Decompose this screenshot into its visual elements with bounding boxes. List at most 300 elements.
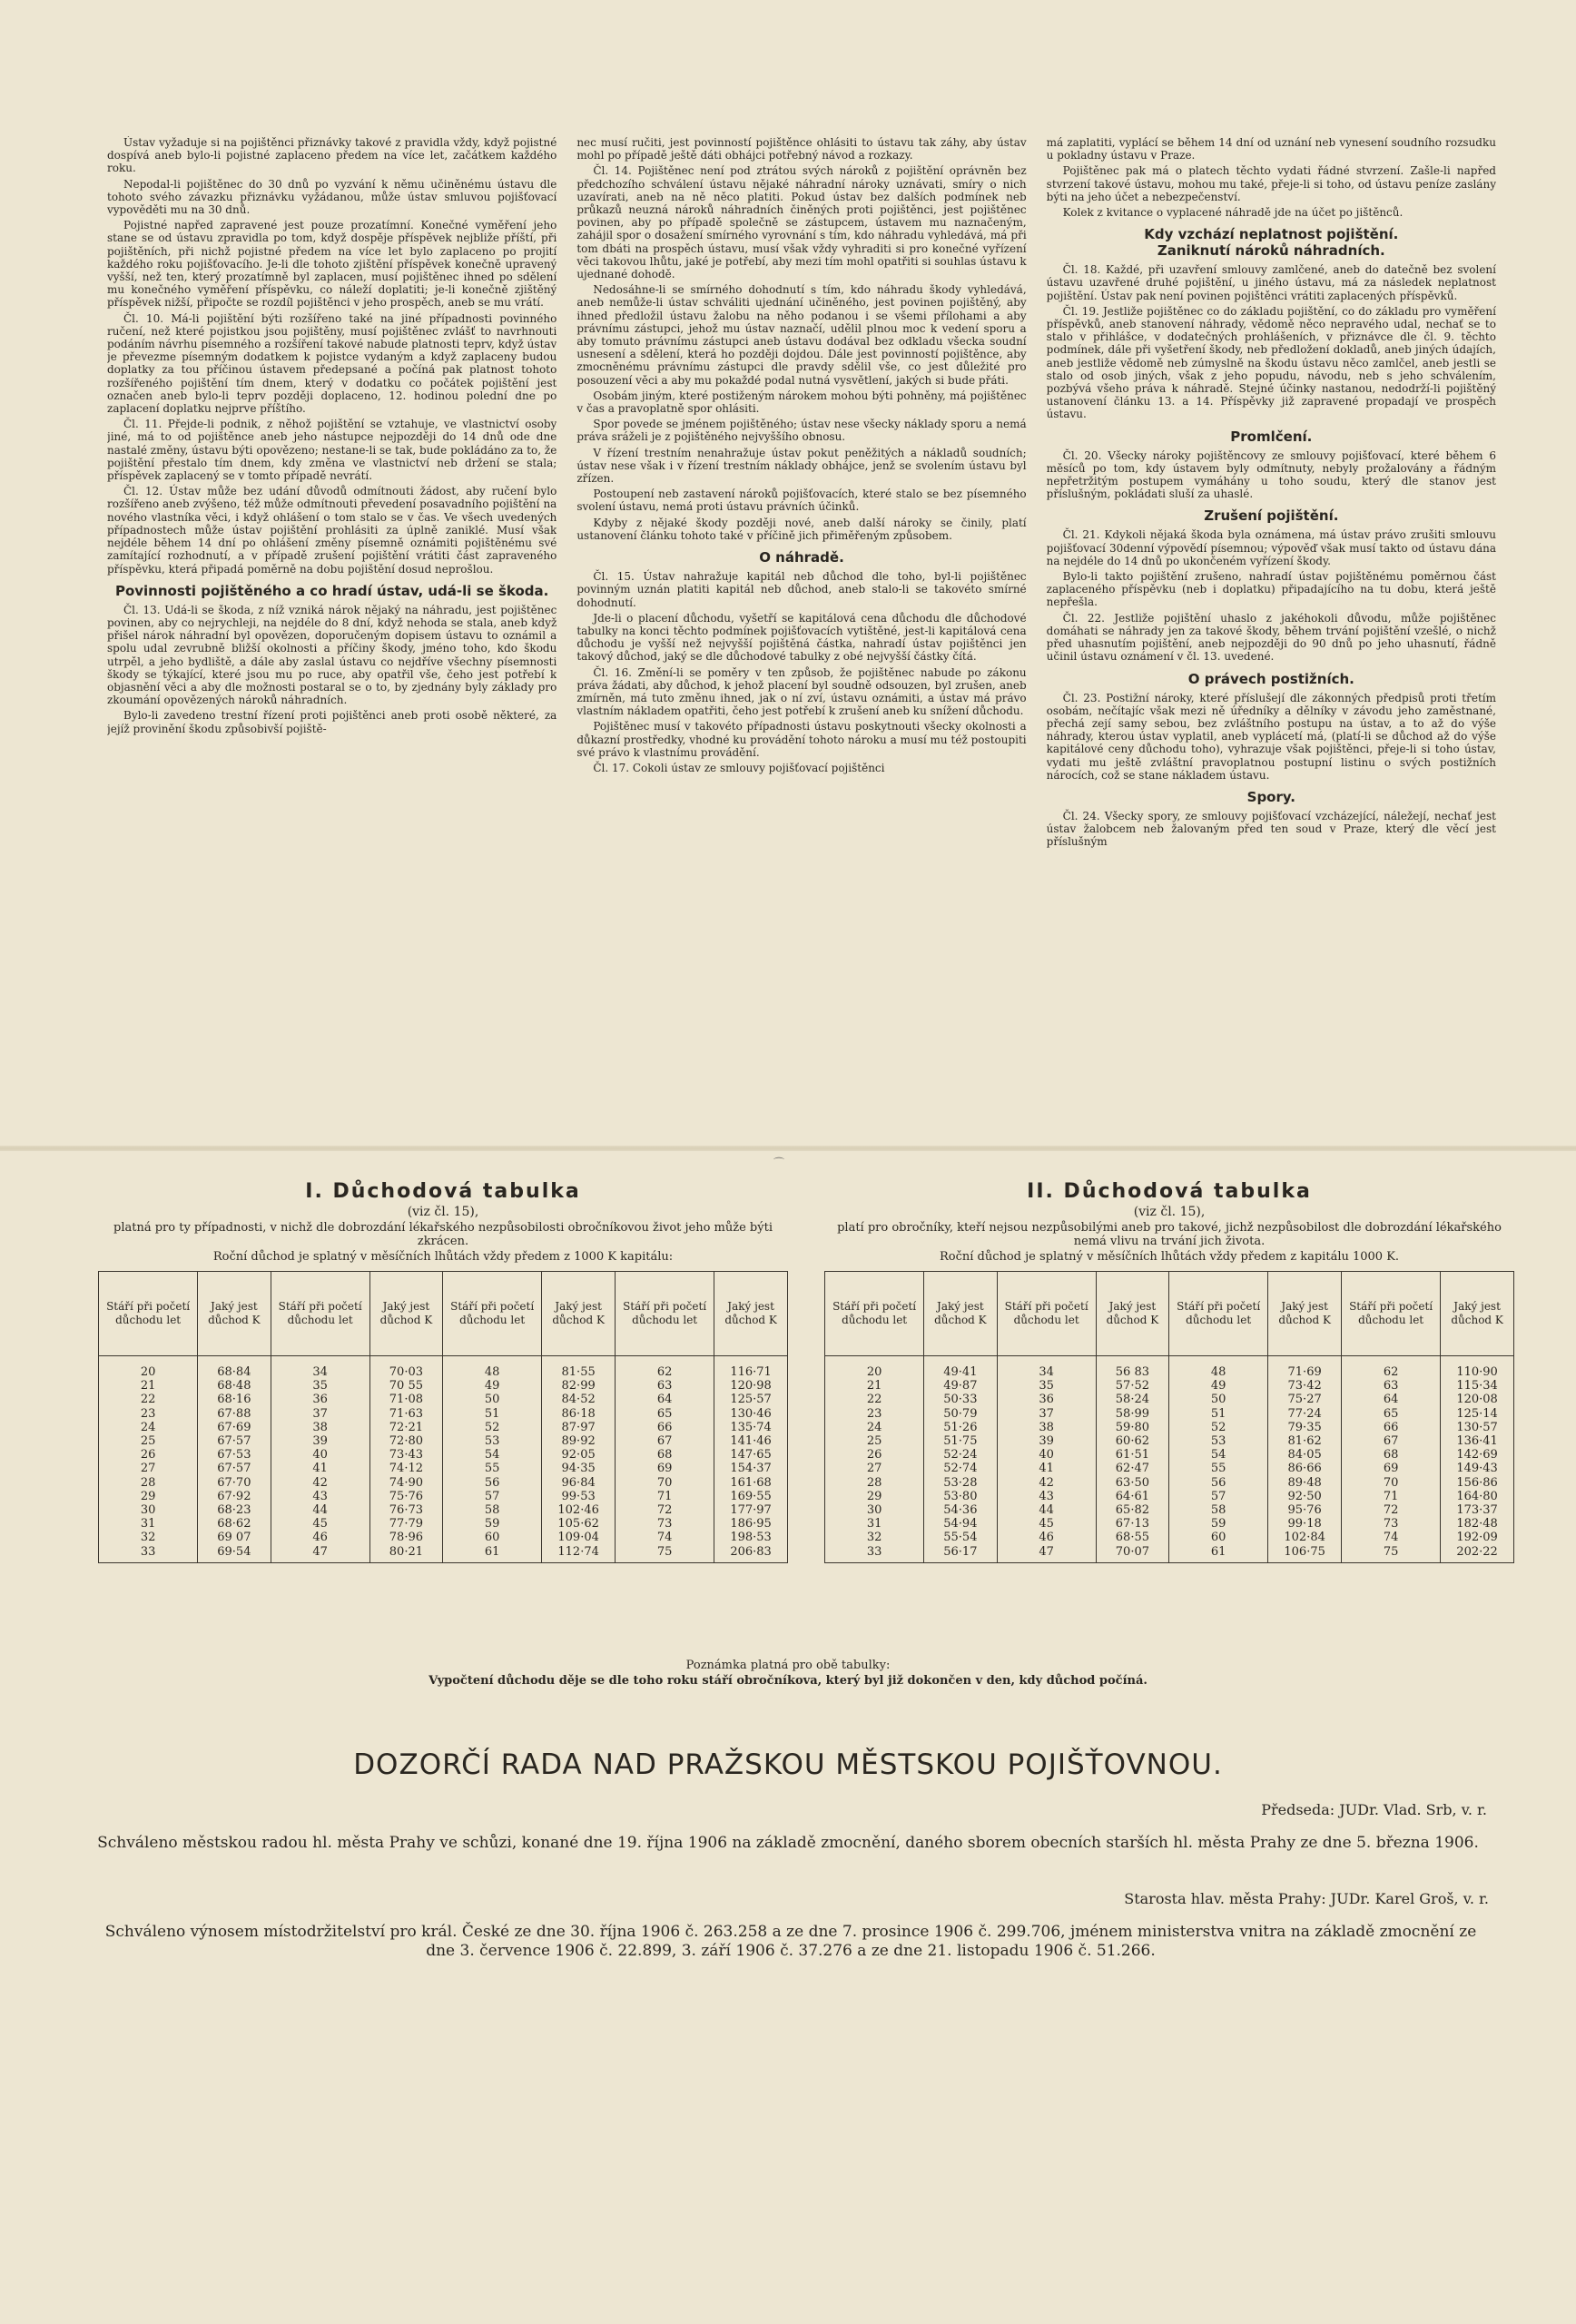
table-cell: 57 — [443, 1490, 542, 1503]
table-cell: 71·08 — [369, 1393, 442, 1406]
table-cell: 71 — [616, 1490, 714, 1503]
table-cell: 81·55 — [542, 1356, 616, 1380]
table-cell: 52 — [1169, 1421, 1268, 1434]
table-cell: 60·62 — [1096, 1434, 1168, 1448]
table-cell: 46 — [997, 1531, 1096, 1544]
table-cell: 86·66 — [1268, 1462, 1342, 1475]
table-cell: 36 — [997, 1393, 1096, 1406]
table-cell: 50·33 — [924, 1393, 997, 1406]
table-cell: 67 — [616, 1434, 714, 1448]
table-cell: 63 — [616, 1379, 714, 1393]
table-cell: 68·16 — [198, 1393, 271, 1406]
table-row — [99, 1393, 788, 1406]
table-cell: 130·46 — [714, 1407, 788, 1421]
column-header: Stáří při početí důchodu let — [616, 1272, 714, 1356]
table-cell: 67·70 — [198, 1476, 271, 1490]
table-row — [825, 1448, 1514, 1462]
table-reference: (viz čl. 15), — [1133, 1205, 1206, 1219]
table-cell: 59 — [443, 1517, 542, 1531]
table-cell: 51·75 — [924, 1434, 997, 1448]
table-row — [99, 1545, 788, 1563]
table-cell: 24 — [825, 1421, 924, 1434]
table-cell: 73·42 — [1268, 1379, 1342, 1393]
table-cell: 20 — [825, 1356, 924, 1380]
table-row — [825, 1503, 1514, 1517]
article-19: Čl. 19. Jestliže pojištěnec co do základu pojištění, co do základu pro vyměření příspěvků, aneb stanovení náhrady, vědomě něco nepravého udal, nechať se to stalo v přihlášce, v dodatečných prohlášeních, v přiznávce dle čl. 9. těchto podmínek, dále při vyšetření škody, neb předložení dokladů, aneb jiných údajích, aneb jestliže vědomě neb zúmyslně na škodu ústavu něco zamlčel, aneb jestli se stalo od osob jiných, však z jeho popudu, návodu, neb s jeho schválením, pozbývá všeho práva k náhradě. Stejné účinky nastanou, nedodrží-li pojištěný ustanovení článku 13. a 14. Příspěvky již zapravené propadají ve prospěch ústavu. — [1046, 304, 1496, 421]
table-cell: 202·22 — [1441, 1545, 1514, 1563]
paragraph: Nepodal-li pojištěnec do 30 dnů po vyzvání k němu učiněnému ústavu dle tohoto svého závazku přiznávku vyžádanou, může ústav smluvou pojišťovací vypověděti mu na 30 dnů. — [107, 177, 557, 217]
table-cell: 69 07 — [198, 1531, 271, 1544]
section-heading: O právech postižních. — [1187, 670, 1354, 687]
table-cell: 67·13 — [1096, 1517, 1168, 1531]
table-cell: 40 — [271, 1448, 369, 1462]
paragraph: Bylo-li zavedeno trestní řízení proti pojištěnci aneb proti osobě některé, za jejíž provinění škodu způsobivší pojiště- — [107, 709, 557, 735]
table-row — [825, 1407, 1514, 1421]
table-cell: 70·07 — [1096, 1545, 1168, 1563]
paragraph: Postoupení neb zastavení nároků pojišťovacích, které stalo se bez písemného svolení ústavu, nemá proti ústavu právních účinků. — [576, 487, 1027, 514]
section-heading: Spory. — [1246, 788, 1295, 805]
data-table — [824, 1271, 1514, 1563]
table-cell: 43 — [997, 1490, 1096, 1503]
table-cell: 34 — [271, 1356, 369, 1380]
table-cell: 67·88 — [198, 1407, 271, 1421]
table-cell: 48 — [1169, 1356, 1268, 1380]
tables-note — [272, 1658, 1304, 1689]
article-23: Čl. 23. Postižní nároky, které příslušejí dle zákonných předpisů proti třetím osobám, nečítajíc však mezi ně úředníky a dělníky v závodu jeho zaměstnané, přechá zejí samy sebou, bez zvláštního postupu na ústav, a to až do výše náhrady, kterou ústav vyplatil, aneb vyplácetí má, (platí-li se důchod až do výše kapitálové ceny důchodu toho), vyhrazuje však pojištěnci, přeje-li si toho ústav, vydati mu ještě zvláštní pravoplatnou postupní listinu o svých postižních nárocích, což se stane nákladem ústavu. — [1046, 691, 1496, 782]
table-cell: 75·27 — [1268, 1393, 1342, 1406]
section-heading: Povinnosti pojištěného a co hradí ústav, udá-li se škoda. — [114, 582, 549, 599]
table-cell: 120·08 — [1441, 1393, 1514, 1406]
table-cell: 49 — [1169, 1379, 1268, 1393]
table-row — [825, 1421, 1514, 1434]
table-cell: 78·96 — [369, 1531, 442, 1544]
table-cell: 67·92 — [198, 1490, 271, 1503]
table-rate-note: Roční důchod je splatný v měsíčních lhůtách vždy předem z kapitálu 1000 K. — [939, 1250, 1400, 1264]
column-header: Jaký jest důchod K — [1096, 1272, 1168, 1356]
table-cell: 47 — [997, 1545, 1096, 1563]
table-cell: 62 — [1342, 1356, 1441, 1380]
table-cell: 37 — [271, 1407, 369, 1421]
table-cell: 34 — [997, 1356, 1096, 1380]
table-cell: 69·54 — [198, 1545, 271, 1563]
column-header: Jaký jest důchod K — [369, 1272, 442, 1356]
column-header: Jaký jest důchod K — [198, 1272, 271, 1356]
section-heading — [1047, 226, 1496, 259]
table-cell: 75 — [1342, 1545, 1441, 1563]
paragraph: Kdyby z nějaké škody později nové, aneb další nároky se činily, platí ustanovení článku tohoto také v příčině jich přiměřeným způsobem. — [576, 516, 1027, 542]
paragraph: Kolek z kvitance o vyplacené náhradě jde na účet po jištěnců. — [1062, 206, 1404, 220]
table-cell: 142·69 — [1441, 1448, 1514, 1462]
table-cell: 116·71 — [714, 1356, 788, 1380]
table-cell: 39 — [997, 1434, 1096, 1448]
table-cell: 39 — [271, 1434, 369, 1448]
table-cell: 61·51 — [1096, 1448, 1168, 1462]
article-13: Čl. 13. Udá-li se škoda, z níž vzniká nárok nějaký na náhradu, jest pojištěnec povinen, aby co nejrychleji, na nejdéle do 8 dní, když nehoda se stala, aneb když přišel nárok náhradní byl opovězen, doporučeným dopisem ústavu to oznámil a spolu udal zevrubně bližší okolnosti a příčiny škody, jméno toho, kdo škodu utrpěl, a jeho bydliště, a dále aby zaslal ústavu co nejdříve všechny písemnosti škody se týkající, které jsou mu po ruce, aby opatřil vše, čeho jest potřebí k objasnění věci a aby dle možnosti postaral se o to, by zjednány byly základy pro zkoumání opovězených nároků náhradních. — [107, 603, 557, 707]
paragraph: Spor povede se jménem pojištěného; ústav nese všecky náklady sporu a nemá práva sráželi je z pojištěného nejvyššího obnosu. — [576, 418, 1027, 444]
table-cell: 53·28 — [924, 1476, 997, 1490]
table-cell: 74 — [1342, 1531, 1441, 1544]
table-cell: 81·62 — [1268, 1434, 1342, 1448]
table-cell: 73 — [1342, 1517, 1441, 1531]
table-cell: 48 — [443, 1356, 542, 1380]
table-cell: 44 — [271, 1503, 369, 1517]
table-row — [825, 1434, 1514, 1448]
table-cell: 70 — [616, 1476, 714, 1490]
table-cell: 30 — [825, 1503, 924, 1517]
table-cell: 136·41 — [1441, 1434, 1514, 1448]
table-cell: 54 — [443, 1448, 542, 1462]
table-cell: 92·50 — [1268, 1490, 1342, 1503]
heading-line: Kdy vzchází neplatnost pojištění. — [1144, 226, 1399, 243]
table-cell: 45 — [271, 1517, 369, 1531]
column-header: Jaký jest důchod K — [924, 1272, 997, 1356]
article-14: Čl. 14. Pojištěnec není pod ztrátou svých nároků z pojištění oprávněn bez předchozího schválení ústavu nějaké náhradní nároky uznávati, smíry o nich uzavírati, aneb na ně něco platiti. Pokud ústav bez dalších podmínek neb průkazů neuzná nároků náhradních činěných proti pojištěnci, jest pojištěnec povinen, aby po případě společně se zástupcem, ústavem mu naznačeným, zahájil spor o dosažení smírného vyrovnání s tím, kdo náhradu vyhledává, má při tom dbáti na prospěch ústavu, musí však vždy vyhraditi si pro konečné vyřízení věci takovou lhůtu, jaké je potřebí, aby mezi tím mohl opatřiti si souhlas ústavu k ujednané dohodě. — [576, 164, 1027, 281]
article-20: Čl. 20. Všecky nároky pojištěncovy ze smlouvy pojišťovací, které během 6 měsíců po tom, kdy ústavem byly odmítnuty, nebyly prožalovány a řádným nepřetržitým postupem vymáhány u toho soudu, který dle stanov jest příslušným, pokládati sluší za uhaslé. — [1046, 448, 1496, 501]
table-cell: 31 — [99, 1517, 198, 1531]
table-cell: 72·21 — [369, 1421, 442, 1434]
table-cell: 26 — [825, 1448, 924, 1462]
table-cell: 49·87 — [924, 1379, 997, 1393]
table-cell: 169·55 — [714, 1490, 788, 1503]
table-row — [99, 1448, 788, 1462]
table-cell: 135·74 — [714, 1421, 788, 1434]
column-header: Stáří při početí důchodu let — [997, 1272, 1096, 1356]
table-cell: 70·03 — [369, 1356, 442, 1380]
data-table — [98, 1271, 788, 1563]
table-cell: 31 — [825, 1517, 924, 1531]
table-cell: 25 — [825, 1434, 924, 1448]
paragraph: má zaplatiti, vyplácí se během 14 dní od uznání neb vynesení soudního rozsudku u pokladny ústavu v Praze. — [1046, 136, 1496, 162]
table-cell: 82·99 — [542, 1379, 616, 1393]
table-cell: 53·80 — [924, 1490, 997, 1503]
column-header: Jaký jest důchod K — [542, 1272, 616, 1356]
table-cell: 73 — [616, 1517, 714, 1531]
table-cell: 52 — [443, 1421, 542, 1434]
table-cell: 24 — [99, 1421, 198, 1434]
table-cell: 53 — [443, 1434, 542, 1448]
table-cell: 110·90 — [1441, 1356, 1514, 1380]
table-cell: 58·24 — [1096, 1393, 1168, 1406]
article-10: Čl. 10. Má-li pojištění býti rozšířeno také na jiné případnosti povinného ručení, než které pojistkou jsou pojištěny, musí pojištěnec zvlášť to navrhnouti podáním návrhu písemného a rozšíření takové nabude platnosti teprv, když ústav je převezme písemným dodatkem k pojistce vydaným a když zaplaceny budou doplatky za tou příčinou ústavem předepsané a počíná pak platnost tohoto rozšířeného pojištění tím dnem, který v dodatku co počátek pojištění jest označen aneb bylo-li teprv později doplaceno, 12. hodinou polední dne po zaplacení doplatku nejprve příštího. — [107, 311, 557, 416]
table-row — [825, 1356, 1514, 1380]
table-cell: 125·14 — [1441, 1407, 1514, 1421]
paper-fold — [0, 1146, 1576, 1151]
table-row — [99, 1434, 788, 1448]
table-row — [99, 1407, 788, 1421]
table-row — [825, 1517, 1514, 1531]
table-cell: 32 — [825, 1531, 924, 1544]
table-cell: 65·82 — [1096, 1503, 1168, 1517]
table-cell: 68·62 — [198, 1517, 271, 1531]
mayor-signature: Starosta hlav. města Prahy: JUDr. Karel Groš, v. r. — [1124, 1890, 1489, 1907]
table-cell: 59·80 — [1096, 1421, 1168, 1434]
article-22: Čl. 22. Jestliže pojištění uhaslo z jakéhokoli důvodu, může pojištěnec domáhati se náhrady jen za takové škody, během trvání pojištění vzešlé, o nichž před uhasnutím pojištění, aneb nejpozději do 90 dnů po jeho uhasnutí, řádně učinil ústavu oznámení v čl. 13. uvedené. — [1046, 611, 1496, 664]
table-cell: 141·46 — [714, 1434, 788, 1448]
table-cell: 67 — [1342, 1434, 1441, 1448]
article-18: Čl. 18. Každé, při uzavření smlouvy zamlčené, aneb do datečně bez svolení ústavu uzavřené druhé pojištění, u jiného ústavu, má za následek neplatnost pojištění. Ústav pak není povinen pojištěnci vrátiti zaplacených příspěvků. — [1046, 263, 1496, 302]
table-cell: 68 — [616, 1448, 714, 1462]
table-cell: 84·05 — [1268, 1448, 1342, 1462]
column-header: Stáří při početí důchodu let — [271, 1272, 369, 1356]
board-title: DOZORČÍ RADA NAD PRAŽSKOU MĚSTSKOU POJIŠŤOVNOU. — [353, 1748, 1223, 1781]
table-cell: 120·98 — [714, 1379, 788, 1393]
table-cell: 64 — [1342, 1393, 1441, 1406]
table-cell: 94·35 — [542, 1462, 616, 1475]
table-cell: 130·57 — [1441, 1421, 1514, 1434]
table-cell: 147·65 — [714, 1448, 788, 1462]
table-cell: 60 — [1169, 1531, 1268, 1544]
column-header: Stáří při početí důchodu let — [825, 1272, 924, 1356]
table-cell: 74·12 — [369, 1462, 442, 1475]
table-row — [99, 1421, 788, 1434]
column-header: Stáří při početí důchodu let — [443, 1272, 542, 1356]
table-cell: 51 — [443, 1407, 542, 1421]
table-cell: 38 — [271, 1421, 369, 1434]
table-cell: 87·97 — [542, 1421, 616, 1434]
table-cell: 49 — [443, 1379, 542, 1393]
table-cell: 55 — [1169, 1462, 1268, 1475]
annuity-table-1 — [98, 1180, 788, 1652]
table-cell: 35 — [271, 1379, 369, 1393]
table-cell: 50 — [1169, 1393, 1268, 1406]
table-cell: 35 — [997, 1379, 1096, 1393]
table-cell: 86·18 — [542, 1407, 616, 1421]
section-heading: Promlčení. — [1230, 428, 1313, 445]
table-cell: 206·83 — [714, 1545, 788, 1563]
table-cell: 26 — [99, 1448, 198, 1462]
column-header: Jaký jest důchod K — [1441, 1272, 1514, 1356]
table-cell: 52·74 — [924, 1462, 997, 1475]
note-text: Vypočtení důchodu děje se dle toho roku stáří obročníkova, který byl již dokončen v den, kdy důchod počíná. — [428, 1674, 1148, 1688]
table-row — [99, 1356, 788, 1380]
table-cell: 63·50 — [1096, 1476, 1168, 1490]
table-cell: 77·79 — [369, 1517, 442, 1531]
table-cell: 58·99 — [1096, 1407, 1168, 1421]
paragraph: V řízení trestním nenahražuje ústav pokut peněžitých a nákladů soudních; ústav nese však i v řízení trestním náklady obhájce, jenž se svolením ústavu byl zřízen. — [576, 446, 1027, 486]
table-cell: 56 — [1169, 1476, 1268, 1490]
table-cell: 46 — [271, 1531, 369, 1544]
column-header: Stáří při početí důchodu let — [1169, 1272, 1268, 1356]
table-cell: 61 — [1169, 1545, 1268, 1563]
table-cell: 109·04 — [542, 1531, 616, 1544]
paragraph: Pojištěnec musí v takovéto případnosti ústavu poskytnouti všecky okolnosti a důkazní prostředky, vhodné ku provádění tohoto nároku a musí mu též postoupiti své právo k vlastnímu provádění. — [576, 720, 1027, 759]
table-cell: 64·61 — [1096, 1490, 1168, 1503]
table-cell: 41 — [271, 1462, 369, 1475]
table-cell: 54·36 — [924, 1503, 997, 1517]
section-heading: O náhradě. — [759, 549, 844, 566]
table-row — [825, 1462, 1514, 1475]
table-cell: 22 — [99, 1393, 198, 1406]
table-cell: 68·48 — [198, 1379, 271, 1393]
table-cell: 33 — [99, 1545, 198, 1563]
table-cell: 73·43 — [369, 1448, 442, 1462]
table-cell: 68 — [1342, 1448, 1441, 1462]
table-cell: 45 — [997, 1517, 1096, 1531]
table-cell: 59 — [1169, 1517, 1268, 1531]
table-cell: 56·17 — [924, 1545, 997, 1563]
table-cell: 71·63 — [369, 1407, 442, 1421]
table-cell: 198·53 — [714, 1531, 788, 1544]
table-cell: 25 — [99, 1434, 198, 1448]
table-cell: 76·73 — [369, 1503, 442, 1517]
paragraph: Pojistné napřed zapravené jest pouze prozatímní. Konečné vyměření jeho stane se od ústavu zpravidla po tom, když dospěje příspěvek nejbliže příští, při pojištěních, při nichž pojistné předem na více let bylo zaplaceno po projití každého roku pojišťovacího. Je-li dle tohoto zjištění příspěvek konečně upravený vyšší, než ten, který prozatímně byl zaplacen, musí pojištěnec ihned po sdělení mu konečného vyměření příspěvku, co náleží doplatiti; je-li konečně zjištěný příspěvek nižší, připočte se rozdíl pojištěnci v jeho prospěch, aneb se mu vrátí. — [107, 219, 557, 310]
table-cell: 36 — [271, 1393, 369, 1406]
table-cell: 72 — [1342, 1503, 1441, 1517]
table-cell: 58 — [1169, 1503, 1268, 1517]
table-row — [825, 1476, 1514, 1490]
table-cell: 75·76 — [369, 1490, 442, 1503]
table-cell: 41 — [997, 1462, 1096, 1475]
table-row — [99, 1379, 788, 1393]
table-description: platí pro obročníky, kteří nejsou nezpůsobilými aneb pro takové, jichž nezpůsobilost dle dobrozdání lékařského nemá vlivu na trvání jich života. — [837, 1221, 1502, 1248]
table-row — [825, 1490, 1514, 1503]
table-title: II. Důchodová tabulka — [1027, 1180, 1312, 1203]
table-row — [825, 1545, 1514, 1563]
article-21: Čl. 21. Kdykoli nějaká škoda byla oznámena, má ústav právo zrušiti smlouvu pojišťovací 30denní výpovědí písemnou; výpověď však musí takto od ústavu dána na nejdéle do 14 dnů po ukončeném vyřízení škody. — [1046, 528, 1496, 567]
table-cell: 65 — [1342, 1407, 1441, 1421]
table-cell: 177·97 — [714, 1503, 788, 1517]
table-rate-note: Roční důchod je splatný v měsíčních lhůtách vždy předem z 1000 K kapitálu: — [212, 1250, 674, 1264]
conditions-text — [107, 136, 1496, 1117]
table-cell: 79·35 — [1268, 1421, 1342, 1434]
table-cell: 69 — [1342, 1462, 1441, 1475]
paragraph: Jde-li o placení důchodu, vyšetří se kapitálová cena důchodu dle důchodové tabulky na konci těchto podmínek pojišťovacích vytištěné, jest-li kapitálová cena důchodu je vyšší než nejvyšší pojištěná částka, nahradí ústav pojištěnci jen takový důchod, jaký se dle důchodové tabulky z obé nejvyšší částky čítá. — [576, 611, 1027, 664]
table-cell: 56 — [443, 1476, 542, 1490]
table-cell: 99·53 — [542, 1490, 616, 1503]
table-cell: 62 — [616, 1356, 714, 1380]
table-cell: 70 — [1342, 1476, 1441, 1490]
table-cell: 106·75 — [1268, 1545, 1342, 1563]
article-15: Čl. 15. Ústav nahražuje kapitál neb důchod dle toho, byl-li pojištěnec povinným uznán platiti kapitál neb důchod, aneb stalo-li se takovéto smírné dohodnutí. — [576, 570, 1027, 609]
table-cell: 72·80 — [369, 1434, 442, 1448]
article-12: Čl. 12. Ústav může bez udání důvodů odmítnouti žádost, aby ručení bylo rozšířeno aneb zvýšeno, též může odmítnouti převedení posavadního pojištění na nového vlastníka věci, i když ohlášení o tom stalo se v čas. Ve všech uvedených případnostech může ústav pojištění prohlásiti za úplně zaniklé. Musí však nejdéle během 14 dní po ohlášení změny písemně oznámiti pojištěnému své zamítající rozhodnutí, a v případě zrušení pojištění vrátiti část zapraveného příspěvku, která připadá poměrně na dobu pojištění dosud neprošlou. — [107, 485, 557, 576]
table-cell: 43 — [271, 1490, 369, 1503]
table-cell: 71·69 — [1268, 1356, 1342, 1380]
table-cell: 55·54 — [924, 1531, 997, 1544]
table-cell: 33 — [825, 1545, 924, 1563]
table-cell: 62·47 — [1096, 1462, 1168, 1475]
article-11: Čl. 11. Přejde-li podnik, z něhož pojištění se vztahuje, ve vlastnictví osoby jiné, má to od pojištěnce aneb jeho nástupce nejpozději do 14 dnů ode dne nastalé změny, ústavu býti opovězeno; nestane-li se tak, bude pokládáno za to, že pojištění přestalo tím dnem, kdy změna ve vlastnictví neb držení se stala; příspěvek zaplacený se v tomto případě nevrátí. — [107, 418, 557, 483]
table-cell: 22 — [825, 1393, 924, 1406]
table-cell: 51 — [1169, 1407, 1268, 1421]
table-row — [99, 1531, 788, 1544]
text-column-1 — [107, 136, 557, 1117]
table-cell: 77·24 — [1268, 1407, 1342, 1421]
table-cell: 75 — [616, 1545, 714, 1563]
table-row — [825, 1393, 1514, 1406]
table-cell: 53 — [1169, 1434, 1268, 1448]
table-cell: 51·26 — [924, 1421, 997, 1434]
table-cell: 67·53 — [198, 1448, 271, 1462]
table-cell: 186·95 — [714, 1517, 788, 1531]
table-cell: 23 — [825, 1407, 924, 1421]
table-cell: 37 — [997, 1407, 1096, 1421]
section-heading: Zrušení pojištění. — [1204, 507, 1339, 525]
table-cell: 74 — [616, 1531, 714, 1544]
table-cell: 40 — [997, 1448, 1096, 1462]
column-header: Stáří při početí důchodu let — [1342, 1272, 1441, 1356]
table-cell: 156·86 — [1441, 1476, 1514, 1490]
table-cell: 164·80 — [1441, 1490, 1514, 1503]
table-cell: 99·18 — [1268, 1517, 1342, 1531]
annuity-tables — [98, 1180, 1514, 1652]
table-cell: 67·69 — [198, 1421, 271, 1434]
table-reference: (viz čl. 15), — [407, 1205, 479, 1219]
table-cell: 69 — [616, 1462, 714, 1475]
table-cell: 63 — [1342, 1379, 1441, 1393]
table-cell: 57·52 — [1096, 1379, 1168, 1393]
column-header: Jaký jest důchod K — [1268, 1272, 1342, 1356]
table-cell: 96·84 — [542, 1476, 616, 1490]
paragraph: Nedosáhne-li se smírného dohodnutí s tím, kdo náhradu škody vyhledává, aneb nemůže-li ústav schváliti ujednání učiněného, jest povinen pojištěný, aby ihned předložil ústavu žalobu na něho podanou i se všemi přílohami a aby právnímu zástupci, jehož mu ústav naznačí, udělil plnou moc k vedení sporu a aby tomuto právnímu zástupci aneb ústavu dodával bez odkladu všecka soudní usnesení a sdělení, která ho později dojdou. Dále jest povinností pojištěnce, aby zmocněnému právnímu zástupci dle pravdy sdělil vše, co jest důležité pro posouzení věci a aby mu pokaždé podal nutná vysvětlení, jakých si bude přáti. — [576, 283, 1027, 387]
table-cell: 89·92 — [542, 1434, 616, 1448]
table-cell: 55 — [443, 1462, 542, 1475]
annuity-table-2 — [824, 1180, 1514, 1652]
table-cell: 68·55 — [1096, 1531, 1168, 1544]
table-cell: 68·23 — [198, 1503, 271, 1517]
table-cell: 20 — [99, 1356, 198, 1380]
chairman-signature: Předseda: JUDr. Vlad. Srb, v. r. — [1261, 1801, 1487, 1818]
table-cell: 28 — [825, 1476, 924, 1490]
note-heading: Poznámka platná pro obě tabulky: — [685, 1659, 891, 1672]
table-row — [825, 1531, 1514, 1544]
table-cell: 29 — [99, 1490, 198, 1503]
table-cell: 182·48 — [1441, 1517, 1514, 1531]
table-cell: 49·41 — [924, 1356, 997, 1380]
approval-city-council: Schváleno městskou radou hl. města Prahy ve schůzi, konané dne 19. října 1906 na základě zmocnění, daného sborem obecních starších hl. města Prahy ze dne 5. března 1906. — [97, 1834, 1479, 1852]
table-row — [99, 1503, 788, 1517]
table-cell: 102·46 — [542, 1503, 616, 1517]
table-cell: 102·84 — [1268, 1531, 1342, 1544]
table-cell: 21 — [825, 1379, 924, 1393]
approval-governorship: Schváleno výnosem místodržitelství pro král. České ze dne 30. října 1906 č. 263.258 a ze dne 7. prosince 1906 č. 299.706, jménem ministerstva vnitra na základě zmocnění ze dne 3. července 1906 č. 22.899, 3. září 1906 č. 37.276 a ze dne 21. listopadu 1906 č. 51.266. — [104, 1923, 1477, 1960]
table-cell: 50 — [443, 1393, 542, 1406]
table-cell: 89·48 — [1268, 1476, 1342, 1490]
table-cell: 32 — [99, 1531, 198, 1544]
table-cell: 29 — [825, 1490, 924, 1503]
table-row — [825, 1379, 1514, 1393]
table-cell: 21 — [99, 1379, 198, 1393]
article-16: Čl. 16. Změní-li se poměry v ten způsob, že pojištěnec nabude po zákonu práva žádati, aby důchod, k jehož placení byl soudně odsouzen, byl zrušen, aneb zmírněn, má tuto změnu ihned, jak o ní zví, ústavu oznámiti, a ústav má právo vlastním nákladem opatřiti, čeho jest potřebí k zrušení aneb ku snížení důchodu. — [576, 665, 1027, 718]
table-cell: 95·76 — [1268, 1503, 1342, 1517]
table-cell: 115·34 — [1441, 1379, 1514, 1393]
table-cell: 72 — [616, 1503, 714, 1517]
paragraph: nec musí ručiti, jest povinností pojištěnce ohlásiti to ústavu tak záhy, aby ústav mohl po případě ještě dáti obhájci potřebný návod a rozkazy. — [576, 136, 1027, 162]
table-row — [99, 1476, 788, 1490]
table-cell: 57 — [1169, 1490, 1268, 1503]
table-cell: 54 — [1169, 1448, 1268, 1462]
heading-line: Zaniknutí nároků náhradních. — [1157, 242, 1385, 260]
table-row — [99, 1517, 788, 1531]
column-header: Jaký jest důchod K — [714, 1272, 788, 1356]
table-cell: 66 — [1342, 1421, 1441, 1434]
table-cell: 23 — [99, 1407, 198, 1421]
table-cell: 68·84 — [198, 1356, 271, 1380]
table-title: I. Důchodová tabulka — [305, 1180, 581, 1203]
table-cell: 27 — [99, 1462, 198, 1475]
table-row — [99, 1490, 788, 1503]
table-cell: 65 — [616, 1407, 714, 1421]
column-header: Stáří při početí důchodu let — [99, 1272, 198, 1356]
table-cell: 105·62 — [542, 1517, 616, 1531]
table-cell: 58 — [443, 1503, 542, 1517]
table-cell: 66 — [616, 1421, 714, 1434]
table-cell: 67·57 — [198, 1434, 271, 1448]
article-17: Čl. 17. Cokoli ústav ze smlouvy pojišťovací pojištěnci — [593, 761, 885, 774]
table-cell: 42 — [271, 1476, 369, 1490]
table-cell: 70 55 — [369, 1379, 442, 1393]
table-cell: 92·05 — [542, 1448, 616, 1462]
